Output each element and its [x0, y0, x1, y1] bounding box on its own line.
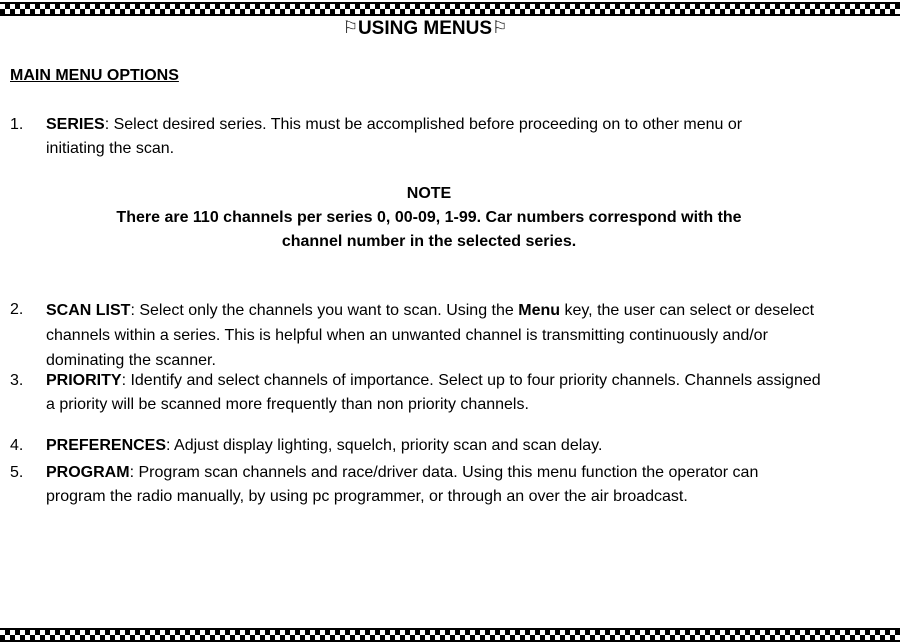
- list-item-scan-list: [10, 298, 830, 373]
- note-box: [0, 182, 858, 254]
- note-line-1: There are 110 channels per series 0, 00-09, 1-99. Car numbers correspond with the: [116, 209, 742, 226]
- list-item-term: PROGRAM: [46, 464, 130, 481]
- list-item-text: : Adjust display lighting, squelch, priority scan and scan delay.: [166, 437, 603, 454]
- page-title: [0, 16, 850, 41]
- list-item-text: : Select only the channels you want to scan. Using the: [130, 302, 519, 319]
- list-item-number: 3.: [10, 372, 24, 389]
- checkered-border-top: [0, 2, 900, 16]
- list-item-text: key, the user can select or deselect channels within a series. This is helpful when an unwanted channel is transmitting continuously and/or dominating the scanner.: [46, 302, 815, 369]
- list-item-text: : Select desired series. This must be accomplished before proceeding on to other menu or initiating the scan.: [46, 116, 743, 157]
- checkered-border-bottom: [0, 628, 900, 642]
- menu-key-label: Menu: [518, 302, 561, 319]
- flag-icon: ⚐: [492, 18, 508, 37]
- note-line-2: channel number in the selected series.: [281, 233, 577, 250]
- list-item-text: : Identify and select channels of importance. Select up to four priority channels. Channels assigned a priority will be scanned more frequently than non priority channels.: [46, 372, 821, 413]
- list-item-text: : Program scan channels and race/driver data. Using this menu function the operator can program the radio manually, by using pc programmer, or through an over the air broadcast.: [46, 464, 759, 505]
- list-item-series: [10, 113, 830, 161]
- list-item-preferences: [10, 434, 830, 458]
- list-item-number: 2.: [10, 301, 24, 318]
- list-item-term: PRIORITY: [46, 372, 122, 389]
- page-title-text: USING MENUS: [357, 18, 493, 39]
- flag-icon: ⚐: [342, 18, 358, 37]
- list-item-priority: [10, 369, 830, 417]
- list-item-program: [10, 461, 830, 509]
- list-item-number: 1.: [10, 116, 24, 133]
- list-item-number: 5.: [10, 464, 24, 481]
- list-item-term: SERIES: [46, 116, 105, 133]
- section-heading: MAIN MENU OPTIONS: [10, 67, 179, 84]
- list-item-term: SCAN LIST: [46, 302, 131, 319]
- list-item-term: PREFERENCES: [46, 437, 167, 454]
- note-heading: NOTE: [406, 185, 452, 202]
- list-item-number: 4.: [10, 437, 24, 454]
